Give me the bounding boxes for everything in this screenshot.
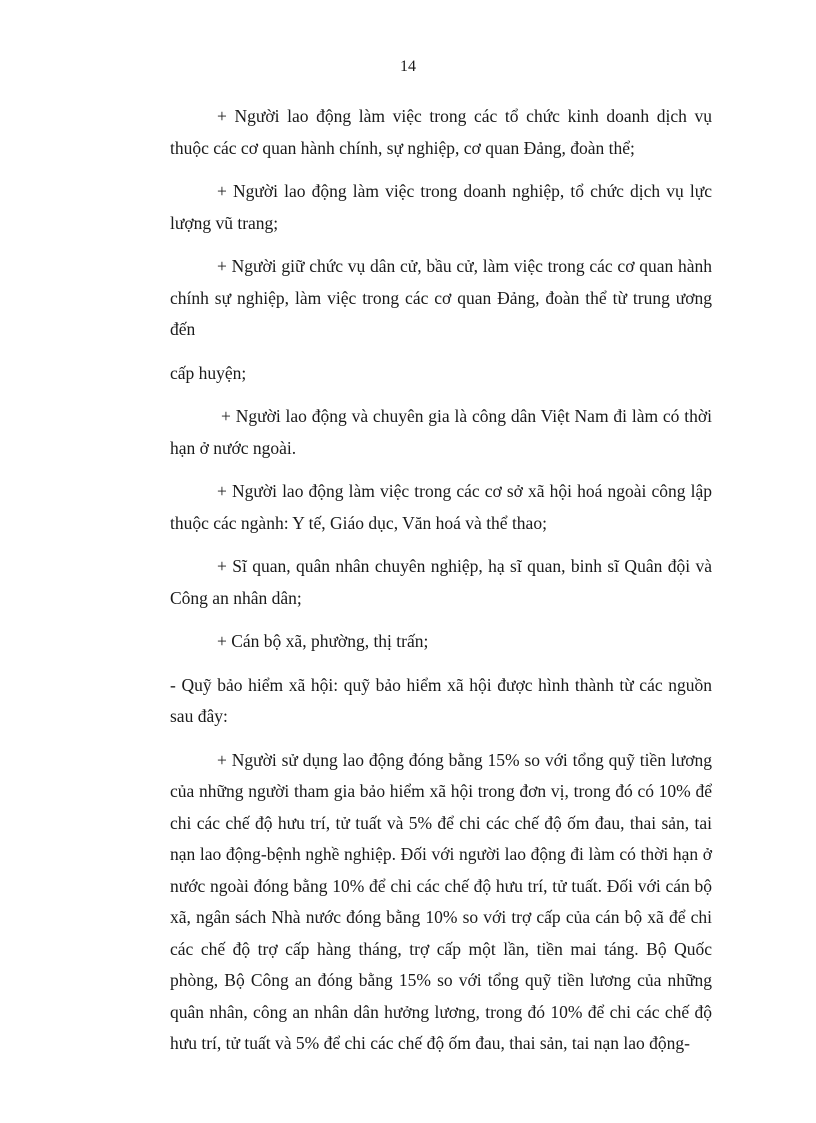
document-body bbox=[170, 101, 712, 1072]
paragraph-commune-officials: + Cán bộ xã, phường, thị trấn; bbox=[217, 631, 429, 651]
paragraph-social-insurance-fund: - Quỹ bảo hiểm xã hội: quỹ bảo hiểm xã hội được hình thành từ các nguồn sau đây: bbox=[170, 674, 712, 726]
page-number: 14 bbox=[400, 58, 416, 75]
paragraph-service-org-workers: + Người lao động làm việc trong các tổ chức kinh doanh dịch vụ thuộc các cơ quan hành chính, sự nghiệp, cơ quan Đảng, đoàn thể; bbox=[170, 106, 712, 158]
paragraph-overseas-workers: + Người lao động và chuyên gia là công dân Việt Nam đi làm có thời hạn ở nước ngoài. bbox=[170, 406, 712, 458]
paragraph-district-level: cấp huyện; bbox=[170, 362, 247, 383]
paragraph-armed-forces-enterprise-workers: + Người lao động làm việc trong doanh nghiệp, tổ chức dịch vụ lực lượng vũ trang; bbox=[170, 181, 712, 233]
paragraph-employer-contribution: + Người sử dụng lao động đóng bằng 15% so với tổng quỹ tiền lương của những người tham gia bảo hiểm xã hội trong đơn vị, trong đó có 10% để chi các chế độ hưu trí, tử tuất và 5% để chi các chế độ ốm đau, thai sản, tai nạn lao động-bệnh nghề nghiệp. Đối với người lao động đi làm có thời hạn ở nước ngoài đóng bằng 10% để chi các chế độ hưu trí, tử tuất. Đối với cán bộ xã, ngân sách Nhà nước đóng bằng 10% so với trợ cấp của cán bộ xã để chi các chế độ trợ cấp hàng tháng, trợ cấp một lần, tiền mai táng. Bộ Quốc phòng, Bộ Công an đóng bằng 15% so với tổng quỹ tiền lương của những quân nhân, công an nhân dân hưởng lương, trong đó 10% để chi các chế độ hưu trí, tử tuất và 5% để chi các chế độ ốm đau, thai sản, tai nạn lao động- bbox=[170, 749, 712, 1053]
paragraph-elected-officials: + Người giữ chức vụ dân cử, bầu cử, làm việc trong các cơ quan hành chính sự nghiệp, làm việc trong các cơ quan Đảng, đoàn thể từ trung ương đến bbox=[170, 256, 712, 339]
paragraph-non-public-workers: + Người lao động làm việc trong các cơ sở xã hội hoá ngoài công lập thuộc các ngành: Y tế, Giáo dục, Văn hoá và thể thao; bbox=[170, 481, 712, 533]
paragraph-military-police: + Sĩ quan, quân nhân chuyên nghiệp, hạ sĩ quan, binh sĩ Quân đội và Công an nhân dân; bbox=[170, 556, 712, 608]
